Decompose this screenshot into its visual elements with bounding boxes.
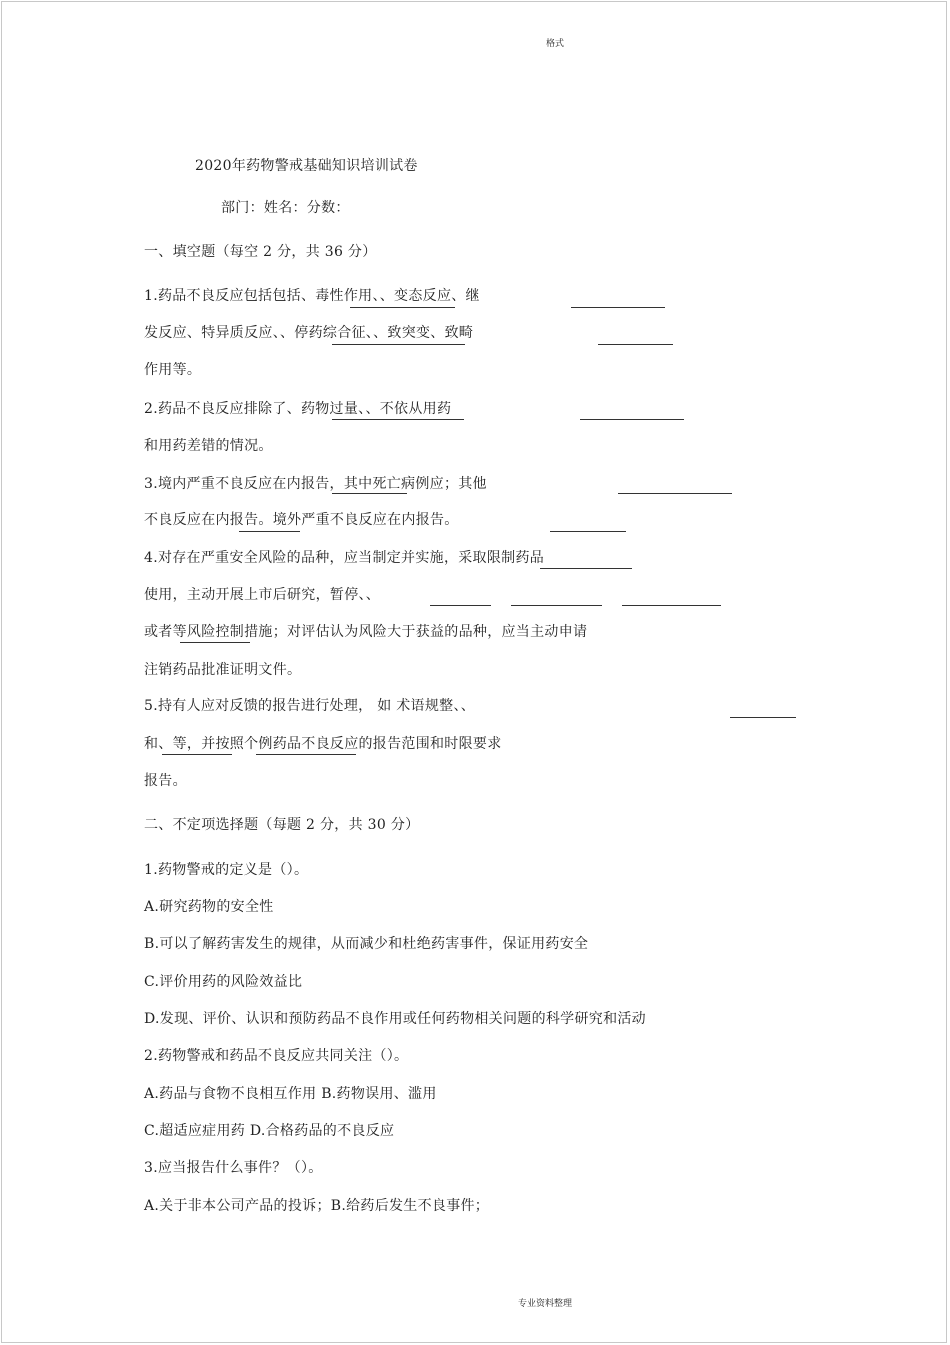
s1-line: 和用药差错的情况。 (144, 438, 273, 454)
blank-underline (550, 531, 626, 532)
s1-line: 5.持有人应对反馈的报告进行处理， 如 术语规整、、 (144, 698, 476, 714)
blank-underline (332, 344, 465, 345)
s2-line: 3.应当报告什么事件？（）。 (144, 1160, 323, 1176)
s1-line: 和、等，并按照个例药品不良反应的报告范围和时限要求 (144, 736, 502, 752)
s2-line: A.关于非本公司产品的投诉；B.给药后发生不良事件； (144, 1198, 490, 1214)
s1-line: 1.药品不良反应包括包括、毒性作用、、变态反应、继 (144, 288, 480, 304)
blank-underline (256, 754, 356, 755)
s1-line: 或者等风险控制措施；对评估认为风险大于获益的品种，应当主动申请 (144, 624, 588, 640)
blank-underline (332, 419, 464, 420)
s1-line: 报告。 (144, 773, 187, 789)
s1-line: 2.药品不良反应排除了、药物过量、、不依从用药 (144, 401, 452, 417)
blank-underline (580, 419, 684, 420)
blank-underline (239, 531, 300, 532)
blank-underline (162, 754, 232, 755)
blank-underline (430, 605, 491, 606)
s2-line: C.评价用药的风险效益比 (144, 974, 303, 990)
page-header: 格式 (546, 39, 565, 49)
section1-heading: 一、填空题（每空 2 分，共 36 分） (144, 244, 377, 260)
s1-line: 使用，主动开展上市后研究，暂停、、 (144, 587, 381, 603)
blank-underline (332, 493, 407, 494)
s2-line: A.药品与食物不良相互作用 B.药物误用、滥用 (144, 1086, 437, 1102)
s2-line: B.可以了解药害发生的规律，从而减少和杜绝药害事件，保证用药安全 (144, 936, 589, 952)
s1-line: 4.对存在严重安全风险的品种，应当制定并实施，采取限制药品 (144, 550, 545, 566)
blank-underline (180, 642, 250, 643)
s1-line: 3.境内严重不良反应在内报告，其中死亡病例应；其他 (144, 476, 487, 492)
exam-title: 2020年药物警戒基础知识培训试卷 (195, 158, 418, 174)
section2-heading: 二、不定项选择题（每题 2 分，共 30 分） (144, 817, 420, 833)
blank-underline (428, 307, 453, 308)
info-line: 部门：姓名：分数： (221, 200, 350, 216)
s1-line: 不良反应在内报告。境外严重不良反应在内报告。 (144, 512, 459, 528)
blank-underline (622, 605, 721, 606)
s1-line: 注销药品批准证明文件。 (144, 662, 302, 678)
blank-underline (540, 568, 632, 569)
s2-line: 2.药物警戒和药品不良反应共同关注（）。 (144, 1048, 409, 1064)
document-page (1, 1, 947, 1343)
s1-line: 发反应、特异质反应、、停药综合征、、致突变、致畸 (144, 325, 474, 341)
blank-underline (571, 307, 665, 308)
s2-line: D.发现、评价、认识和预防药品不良作用或任何药物相关问题的科学研究和活动 (144, 1011, 646, 1027)
s1-line: 作用等。 (144, 362, 202, 378)
page-footer: 专业资料整理 (518, 1299, 573, 1309)
blank-underline (598, 344, 673, 345)
blank-underline (730, 717, 796, 718)
s2-line: 1.药物警戒的定义是（）。 (144, 862, 309, 878)
blank-underline (618, 493, 732, 494)
blank-underline (511, 605, 602, 606)
s2-line: C.超适应症用药 D.合格药品的不良反应 (144, 1123, 395, 1139)
s2-line: A.研究药物的安全性 (144, 899, 274, 915)
